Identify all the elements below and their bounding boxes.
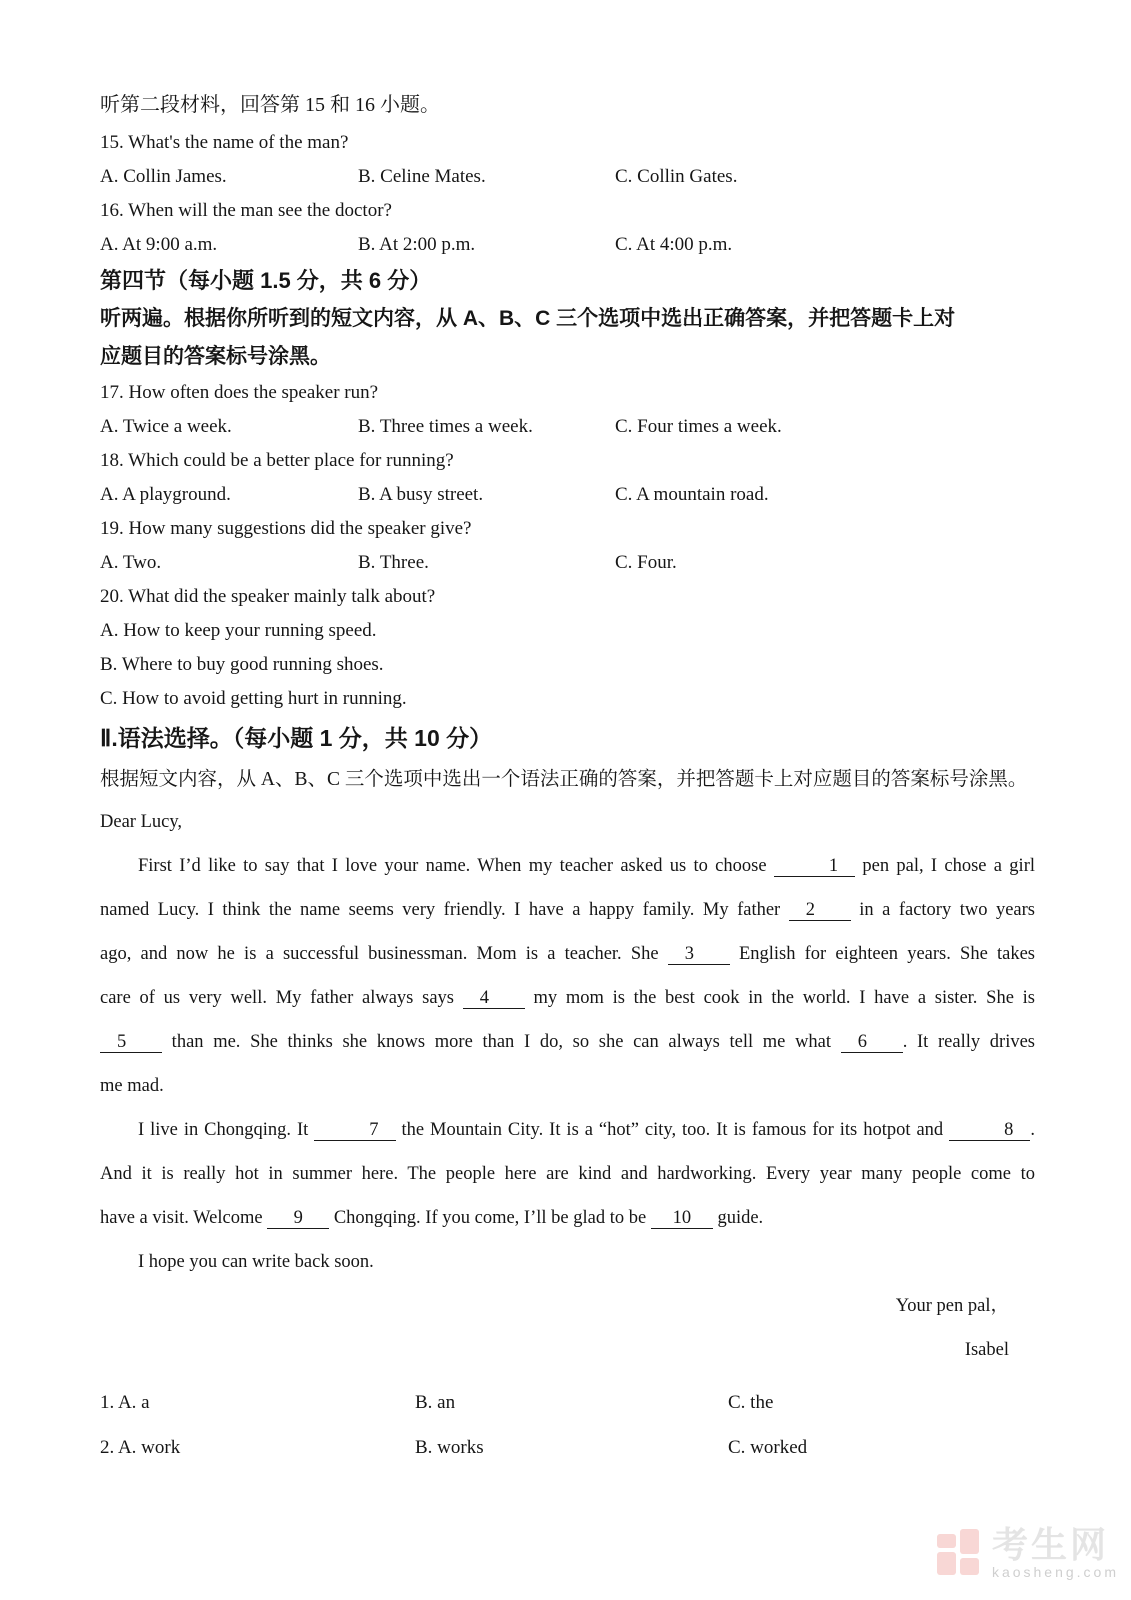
question-19-options: [100, 546, 1035, 580]
answer-row-2: [100, 1425, 1035, 1470]
blank-2: 2: [789, 900, 851, 921]
option-15-b: B. Celine Mates.: [358, 166, 486, 187]
option-18-b: B. A busy street.: [358, 484, 484, 505]
option-18-a: A. A playground.: [100, 484, 231, 505]
watermark: [937, 1526, 1119, 1580]
letter-paragraph-1: [100, 844, 1035, 1108]
question-17-options: [100, 410, 1035, 444]
blank-1: 1: [774, 856, 855, 877]
option-17-a: A. Twice a week.: [100, 416, 232, 437]
question-15: 15. What's the name of the man?: [100, 132, 349, 153]
option-17-c: C. Four times a week.: [615, 416, 782, 437]
letter-paragraph-2: [100, 1108, 1035, 1240]
exam-page: [100, 84, 1035, 1470]
answer-1-a: 1. A. a: [100, 1392, 150, 1413]
option-19-b: B. Three.: [358, 552, 429, 573]
answer-1-b: B. an: [415, 1392, 456, 1413]
listening-material2-intro: 听第二段材料，回答第 15 和 16 小题。: [100, 94, 440, 116]
option-20-c: C. How to avoid getting hurt in running.: [100, 688, 407, 709]
blank-5: 5: [100, 1032, 162, 1053]
question-20: 20. What did the speaker mainly talk about?: [100, 586, 436, 607]
option-16-a: A. At 9:00 a.m.: [100, 234, 218, 255]
logo-block-top-right: [960, 1529, 979, 1554]
question-16: 16. When will the man see the doctor?: [100, 200, 392, 221]
watermark-site-name: 考生网: [991, 1524, 1109, 1565]
blank-4: 4: [463, 988, 525, 1009]
answer-2-c: C. worked: [728, 1437, 808, 1458]
letter-signature: Isabel: [964, 1340, 1009, 1360]
answer-row-1: [100, 1380, 1035, 1425]
letter-line: care of us very well. My father always says 4 my mom is the best cook in the world. I have a sister. She is: [100, 988, 1035, 1008]
cloze-letter: [100, 800, 1035, 1372]
option-16-c: C. At 4:00 p.m.: [615, 234, 733, 255]
blank-6: 6: [841, 1032, 903, 1053]
logo-block-bottom-right: [960, 1558, 979, 1575]
kaosheng-logo-icon: [937, 1526, 983, 1576]
grammar-answer-options: [100, 1380, 1035, 1470]
letter-line: 5 than me. She thinks she knows more than I do, so she can always tell me what 6 . It really drives: [100, 1020, 1035, 1064]
letter-line: have a visit. Welcome 9 Chongqing. If you come, I’ll be glad to be 10 guide.: [100, 1208, 764, 1228]
question-19: 19. How many suggestions did the speaker give?: [100, 518, 472, 539]
letter-line: I live in Chongqing. It 7 the Mountain City. It is a “hot” city, too. It is famous for its hotpot and 8 .: [138, 1120, 1035, 1140]
option-17-b: B. Three times a week.: [358, 416, 533, 437]
letter-signoff: Your pen pal，: [895, 1296, 1009, 1316]
letter-salutation: Dear Lucy,: [100, 812, 183, 832]
question-15-options: [100, 160, 1035, 194]
watermark-site-url: kaosheng.com: [991, 1564, 1119, 1580]
letter-closing-line: I hope you can write back soon.: [138, 1252, 374, 1272]
logo-block-top-left: [937, 1534, 956, 1548]
option-20-b: B. Where to buy good running shoes.: [100, 654, 384, 675]
blank-7: 7: [314, 1120, 395, 1141]
section4-instruction-line1: 听两遍。根据你所听到的短文内容，从 A、B、C 三个选项中选出正确答案，并把答题卡上对: [100, 307, 956, 330]
letter-line: And it is really hot in summer here. The people here are kind and hardworking. Every year many people come to: [100, 1164, 1035, 1184]
answer-1-c: C. the: [728, 1392, 774, 1413]
letter-line: named Lucy. I think the name seems very friendly. I have a happy family. My father 2 in a factory two years: [100, 900, 1035, 920]
question-18-options: [100, 478, 1035, 512]
question-16-options: [100, 228, 1035, 262]
question-17: 17. How often does the speaker run?: [100, 382, 379, 403]
option-15-c: C. Collin Gates.: [615, 166, 738, 187]
option-15-a: A. Collin James.: [100, 166, 227, 187]
answer-2-b: B. works: [415, 1437, 484, 1458]
question-18: 18. Which could be a better place for running?: [100, 450, 454, 471]
option-16-b: B. At 2:00 p.m.: [358, 234, 476, 255]
answer-2-a: 2. A. work: [100, 1437, 181, 1458]
blank-10: 10: [651, 1208, 713, 1229]
watermark-text: [992, 1526, 1119, 1580]
grammar-section-heading: Ⅱ.语法选择。（每小题 1 分，共 10 分）: [100, 725, 493, 751]
logo-block-bottom-left: [937, 1552, 956, 1575]
letter-line: me mad.: [100, 1076, 164, 1096]
letter-line: First I’d like to say that I love your name. When my teacher asked us to choose 1 pen pal, I chose a girl: [138, 856, 1035, 876]
blank-8: 8: [949, 1120, 1030, 1141]
option-19-a: A. Two.: [100, 552, 162, 573]
blank-9: 9: [267, 1208, 329, 1229]
option-18-c: C. A mountain road.: [615, 484, 769, 505]
option-20-a: A. How to keep your running speed.: [100, 620, 377, 641]
option-19-c: C. Four.: [615, 552, 677, 573]
section4-instruction-line2: 应题目的答案标号涂黑。: [100, 345, 331, 368]
letter-line: ago, and now he is a successful businessman. Mom is a teacher. She 3 English for eighteen years. She takes: [100, 944, 1035, 964]
blank-3: 3: [668, 944, 730, 965]
section4-heading: 第四节（每小题 1.5 分，共 6 分）: [100, 268, 432, 293]
grammar-section-instruction: 根据短文内容，从 A、B、C 三个选项中选出一个语法正确的答案，并把答题卡上对应题目的答案标号涂黑。: [100, 769, 1028, 790]
